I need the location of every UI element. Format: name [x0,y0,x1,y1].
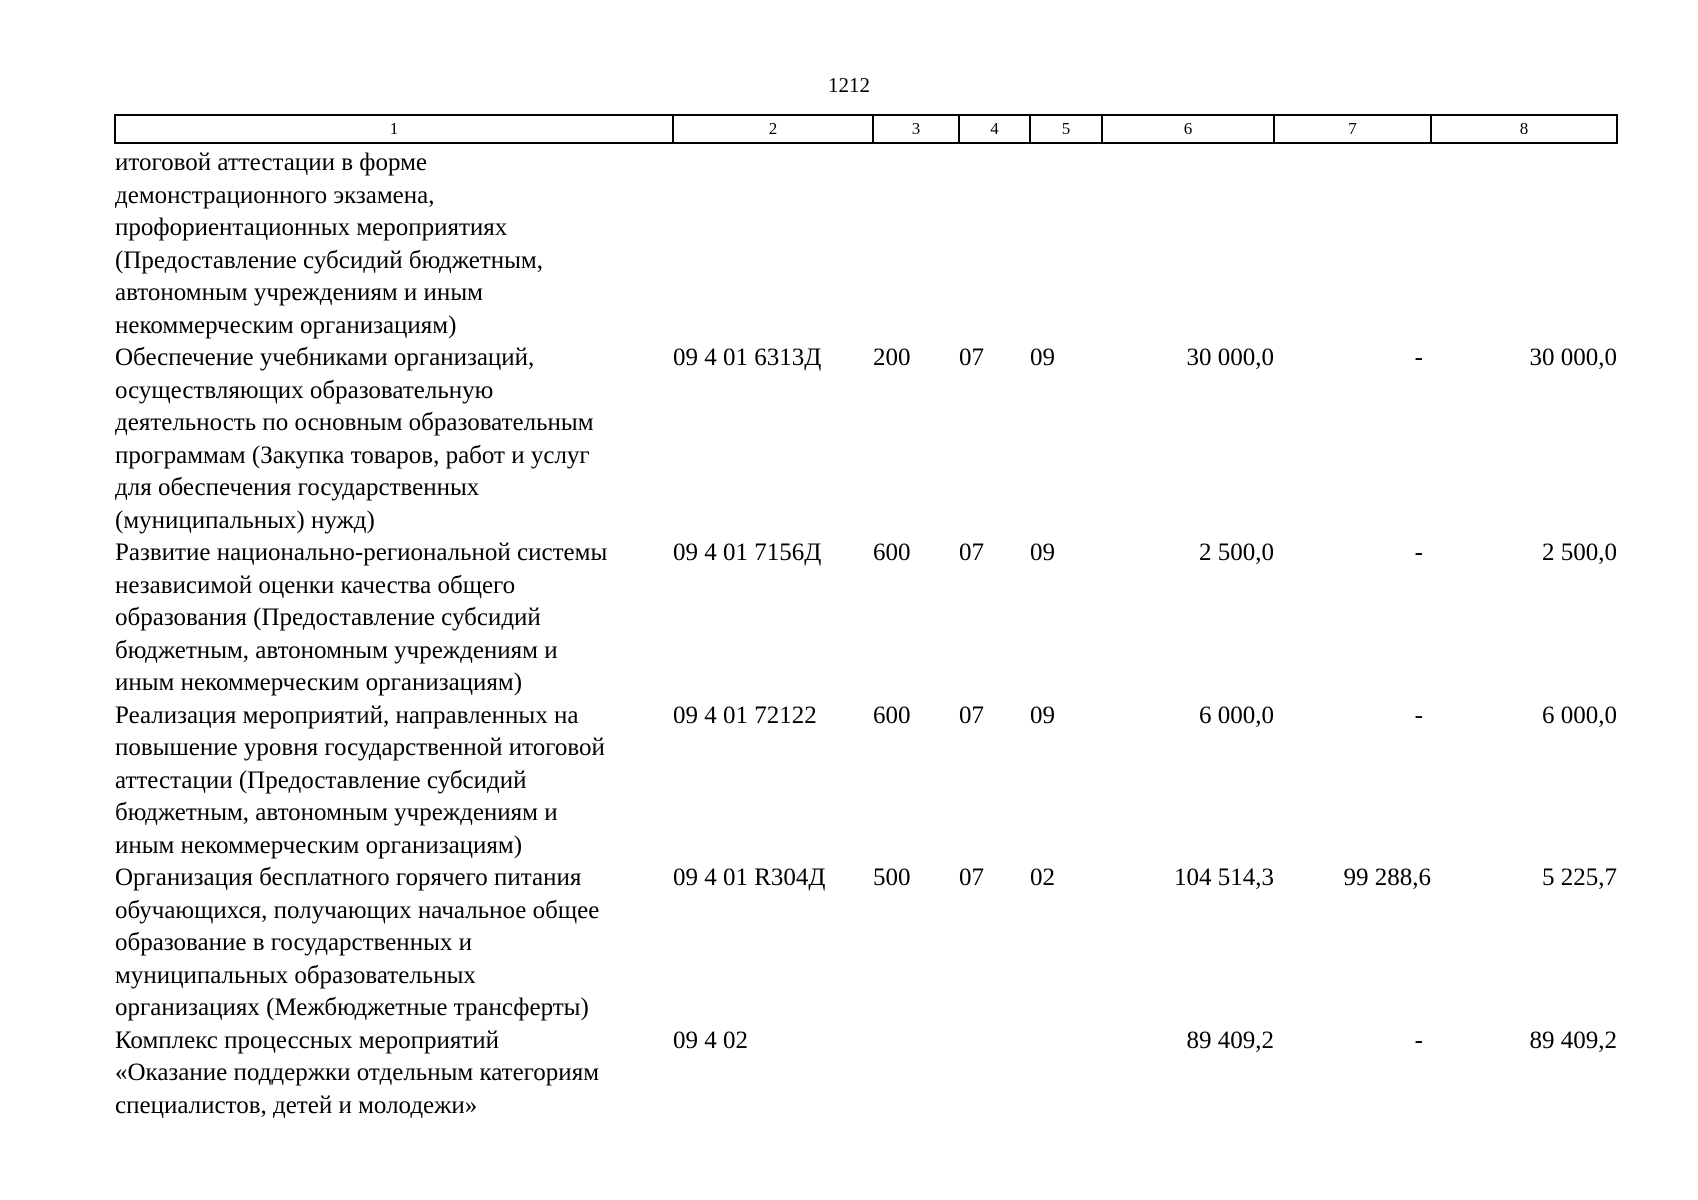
table-row [115,143,1617,342]
amount-federal: - [1414,539,1423,566]
table-row [115,700,1617,863]
description-line: аттестации (Предоставление субсидий [115,766,527,794]
description-line: иным некоммерческим организациям) [115,669,523,696]
description-line: некоммерческим организациям) [115,311,457,339]
description-line: независимой оценки качества общего [115,571,516,599]
expense-type: 200 [873,344,911,371]
description-line: обучающихся, получающих начальное общее [115,896,600,924]
subsection-code: 09 [1030,344,1055,371]
amount-federal [1274,143,1431,342]
amount-federal: 99 288,6 [1343,864,1431,891]
description-line: образования (Предоставление субсидий [115,604,541,631]
expense-type: 600 [873,701,911,729]
section-code: 07 [959,864,984,891]
section-code: 07 [959,539,984,566]
amount-regional: 89 409,2 [1529,1026,1617,1054]
budget-table [114,114,1618,1122]
row-description [115,862,673,1025]
description-line: образование в государственных и [115,929,472,956]
expense-type: 600 [873,539,911,566]
description-line: бюджетным, автономным учреждениям и [115,636,558,664]
section-code: 07 [959,701,984,729]
column-number-1: 1 [115,115,673,143]
expense-type [873,143,959,342]
target-code: 09 4 01 7156Д [673,539,822,566]
amount-total: 89 409,2 [1186,1026,1274,1054]
amount-regional: 30 000,0 [1529,344,1617,371]
description-line: деятельность по основным образовательным [115,409,594,436]
target-code: 09 4 02 [673,1026,748,1054]
description-line: организациях (Межбюджетные трансферты) [115,994,589,1021]
table-row [115,342,1617,537]
column-number-header-row [115,115,1617,143]
amount-total: 104 514,3 [1174,864,1274,891]
expense-type: 500 [873,864,911,891]
section-code [959,143,1030,342]
column-number-2: 2 [673,115,873,143]
description-line: профориентационных мероприятиях [115,214,508,241]
target-code: 09 4 01 72122 [673,701,817,729]
column-number-6: 6 [1102,115,1274,143]
subsection-code [1030,1025,1102,1123]
amount-total: 2 500,0 [1199,539,1274,566]
amount-federal: - [1414,344,1423,371]
table-row [115,537,1617,700]
expense-type [873,1025,959,1123]
subsection-code [1030,143,1102,342]
description-line: (Предоставление субсидий бюджетным, [115,246,543,274]
table-row [115,1025,1617,1123]
description-line: Комплекс процессных мероприятий [115,1026,500,1054]
target-code: 09 4 01 6313Д [673,344,822,371]
subsection-code: 09 [1030,701,1055,729]
description-line: (муниципальных) нужд) [115,506,375,534]
row-description [115,342,673,537]
target-code [673,143,873,342]
description-line: повышение уровня государственной итоговой [115,734,605,761]
row-description [115,143,673,342]
column-number-7: 7 [1274,115,1431,143]
description-line: специалистов, детей и молодежи» [115,1091,478,1119]
description-line: муниципальных образовательных [115,961,476,989]
column-number-4: 4 [959,115,1030,143]
subsection-code: 09 [1030,539,1055,566]
column-number-5: 5 [1030,115,1102,143]
amount-total: 6 000,0 [1199,701,1274,729]
amount-total: 30 000,0 [1186,344,1274,371]
amount-regional: 5 225,7 [1542,864,1617,891]
description-line: «Оказание поддержки отдельным категориям [115,1059,600,1086]
row-description [115,700,673,863]
description-line: итоговой аттестации в форме [115,149,427,176]
description-line: программам (Закупка товаров, работ и услуг [115,441,590,469]
description-line: автономным учреждениям и иным [115,279,483,306]
column-number-3: 3 [873,115,959,143]
target-code: 09 4 01 R304Д [673,864,826,891]
column-number-8: 8 [1431,115,1617,143]
table-row [115,862,1617,1025]
row-description [115,537,673,700]
row-description [115,1025,673,1123]
description-line: иным некоммерческим организациям) [115,831,523,859]
description-line: Развитие национально-региональной системы [115,539,608,566]
description-line: Организация бесплатного горячего питания [115,864,582,891]
amount-federal: - [1414,1026,1423,1054]
page-number: 1212 [828,73,870,97]
amount-regional: 6 000,0 [1542,701,1617,729]
amount-regional: 2 500,0 [1542,539,1617,566]
description-line: Обеспечение учебниками организаций, [115,344,535,371]
amount-federal: - [1414,701,1423,729]
section-code [959,1025,1030,1123]
description-line: бюджетным, автономным учреждениям и [115,799,558,826]
section-code: 07 [959,344,984,371]
description-line: Реализация мероприятий, направленных на [115,701,579,729]
amount-regional [1431,143,1617,342]
description-line: осуществляющих образовательную [115,376,494,404]
description-line: демонстрационного экзамена, [115,181,435,209]
amount-total [1102,143,1274,342]
description-line: для обеспечения государственных [115,474,480,501]
subsection-code: 02 [1030,864,1055,891]
